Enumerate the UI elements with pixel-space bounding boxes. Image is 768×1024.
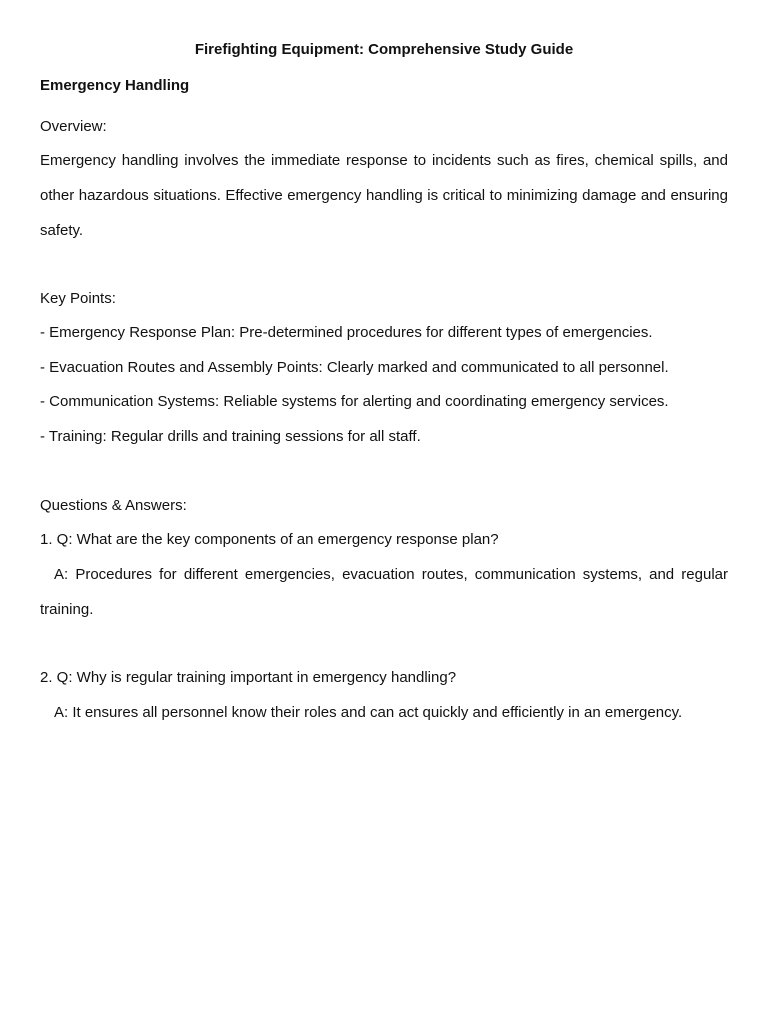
qa-answer-2: A: It ensures all personnel know their roles and can act quickly and efficiently in an emergency. <box>54 704 683 721</box>
overview-label: Overview: <box>40 118 107 135</box>
qa-question-2: 2. Q: Why is regular training important in emergency handling? <box>40 669 457 686</box>
key-points-label: Key Points: <box>40 290 116 307</box>
section-heading: Emergency Handling <box>40 77 190 94</box>
key-point-item: - Emergency Response Plan: Pre-determined procedures for different types of emergencies. <box>40 324 653 341</box>
document-title: Firefighting Equipment: Comprehensive Study Guide <box>194 41 574 58</box>
qa-label: Questions & Answers: <box>40 497 187 514</box>
overview-paragraph: Emergency handling involves the immediate response to incidents such as fires, chemical spills, and other hazardous situations. Effective emergency handling is critical to minimizing damage and ensuring safety. <box>40 152 728 239</box>
key-point-item: - Training: Regular drills and training sessions for all staff. <box>40 428 421 445</box>
qa-answer-1: A: Procedures for different emergencies, evacuation routes, communication systems, and regular training. <box>40 566 728 618</box>
key-point-item: - Communication Systems: Reliable systems for alerting and coordinating emergency services. <box>40 393 669 410</box>
qa-question-1: 1. Q: What are the key components of an emergency response plan? <box>40 531 499 548</box>
key-point-item: - Evacuation Routes and Assembly Points: Clearly marked and communicated to all personnel. <box>40 359 669 376</box>
